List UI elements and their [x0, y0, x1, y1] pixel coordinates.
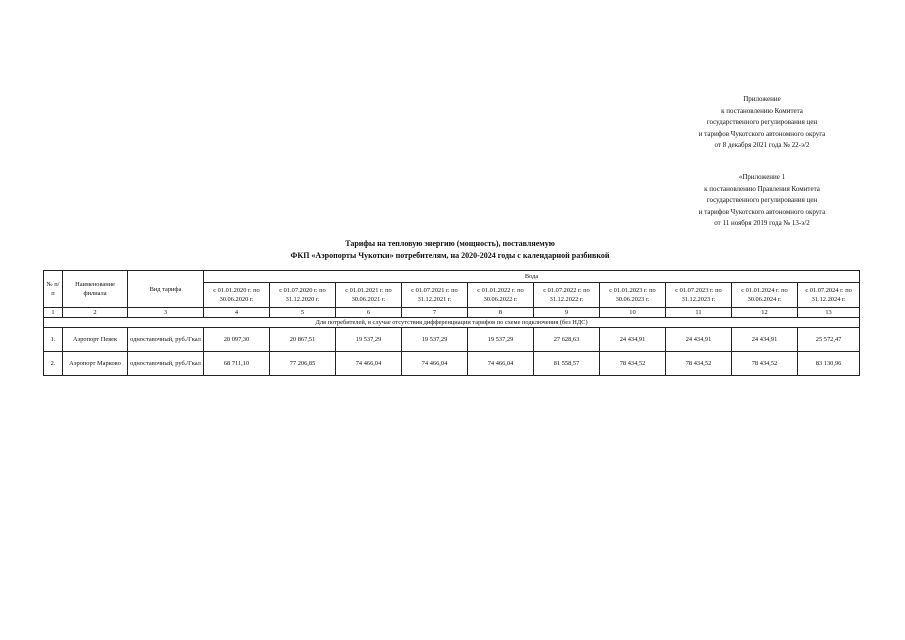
tariff-table: [43, 270, 860, 376]
column-number: 3: [128, 308, 204, 318]
branch-name: Аэропорт Марково: [63, 352, 128, 376]
tariff-value: 19 537,29: [402, 328, 468, 352]
appendix-line: «Приложение 1: [738, 173, 786, 181]
title-line-2: ФКП «Аэропорты Чукотки» потребителям, на 2020-2024 годы с календарной разбивкой: [290, 251, 610, 260]
tariff-value: 20 097,30: [204, 328, 270, 352]
period-header: с 01.01.2024 г. по 30.06.2024 г.: [732, 283, 798, 308]
period-header: с 01.01.2020 г. по 30.06.2020 г.: [204, 283, 270, 308]
tariff-value: 77 206,85: [270, 352, 336, 376]
tariff-value: 27 628,63: [534, 328, 600, 352]
period-header: с 01.07.2020 г. по 31.12.2020 г.: [270, 283, 336, 308]
table-row: [44, 328, 860, 352]
appendix-line: и тарифов Чукотского автономного округа: [698, 129, 826, 138]
tariff-value: 78 434,52: [666, 352, 732, 376]
tariff-value: 20 867,51: [270, 328, 336, 352]
row-number: 1.: [44, 328, 63, 352]
period-header: с 01.07.2021 г. по 31.12.2021 г.: [402, 283, 468, 308]
appendix-line: и тарифов Чукотского автономного округа: [698, 207, 826, 216]
period-header: с 01.01.2022 г. по 30.06.2022 г.: [468, 283, 534, 308]
branch-name: Аэропорт Певек: [63, 328, 128, 352]
column-number: 11: [666, 308, 732, 318]
column-number: 4: [204, 308, 270, 318]
section-label: Для потребителей, в случае отсутствия дифференциации тарифов по схеме подключения (без НДС): [44, 318, 860, 328]
period-header: с 01.07.2023 г. по 31.12.2023 г.: [666, 283, 732, 308]
column-number: 5: [270, 308, 336, 318]
period-header: с 01.01.2023 г. по 30.06.2023 г.: [600, 283, 666, 308]
appendix-block-original: [672, 172, 852, 230]
tariff-value: 24 434,91: [666, 328, 732, 352]
appendix-line: от 11 ноября 2019 года № 13-э/2: [714, 219, 810, 228]
tariff-value: 74 466,04: [402, 352, 468, 376]
period-header: с 01.07.2024 г. по 31.12.2024 г.: [798, 283, 860, 308]
column-number: 10: [600, 308, 666, 318]
appendix-line: Приложение: [743, 95, 781, 103]
appendix-line: от 8 декабря 2021 года № 22-э/2: [714, 141, 810, 150]
appendix-line: к постановлению Комитета: [721, 106, 803, 115]
column-number: 13: [798, 308, 860, 318]
appendix-block-current: [672, 94, 852, 152]
tariff-value: 24 434,91: [732, 328, 798, 352]
appendix-line: государственного регулирования цен: [706, 196, 818, 205]
tariff-value: 74 466,04: [336, 352, 402, 376]
tariff-unit: одноставочный, руб./Гкал: [128, 328, 204, 352]
column-number: 9: [534, 308, 600, 318]
appendix-line: государственного регулирования цен: [706, 118, 818, 127]
column-number: 6: [336, 308, 402, 318]
tariff-value: 24 434,91: [600, 328, 666, 352]
header-water: Вода: [204, 271, 860, 283]
column-number: 12: [732, 308, 798, 318]
tariff-value: 68 711,10: [204, 352, 270, 376]
row-number: 2.: [44, 352, 63, 376]
period-header: с 01.07.2022 г. по 31.12.2022 г.: [534, 283, 600, 308]
column-number: 2: [63, 308, 128, 318]
tariff-value: 19 537,29: [468, 328, 534, 352]
column-number: 8: [468, 308, 534, 318]
tariff-value: 81 558,57: [534, 352, 600, 376]
appendix-line: к постановлению Правления Комитета: [704, 184, 820, 193]
tariff-value: 78 434,52: [600, 352, 666, 376]
tariff-value: 83 130,96: [798, 352, 860, 376]
tariff-unit: одноставочный, руб./Гкал: [128, 352, 204, 376]
header-tariff-type: Вид тарифа: [128, 271, 204, 308]
header-no: № п/п: [44, 271, 63, 308]
title-line-1: Тарифы на тепловую энергию (мощность), поставляемую: [345, 239, 555, 248]
period-header: с 01.01.2021 г. по 30.06.2021 г.: [336, 283, 402, 308]
table-row: [44, 352, 860, 376]
document-title: [180, 238, 720, 262]
tariff-value: 19 537,29: [336, 328, 402, 352]
header-branch: Наименование филиала: [63, 271, 128, 308]
column-number: 1: [44, 308, 63, 318]
tariff-value: 25 572,47: [798, 328, 860, 352]
tariff-value: 78 434,52: [732, 352, 798, 376]
tariff-value: 74 466,04: [468, 352, 534, 376]
column-number: 7: [402, 308, 468, 318]
